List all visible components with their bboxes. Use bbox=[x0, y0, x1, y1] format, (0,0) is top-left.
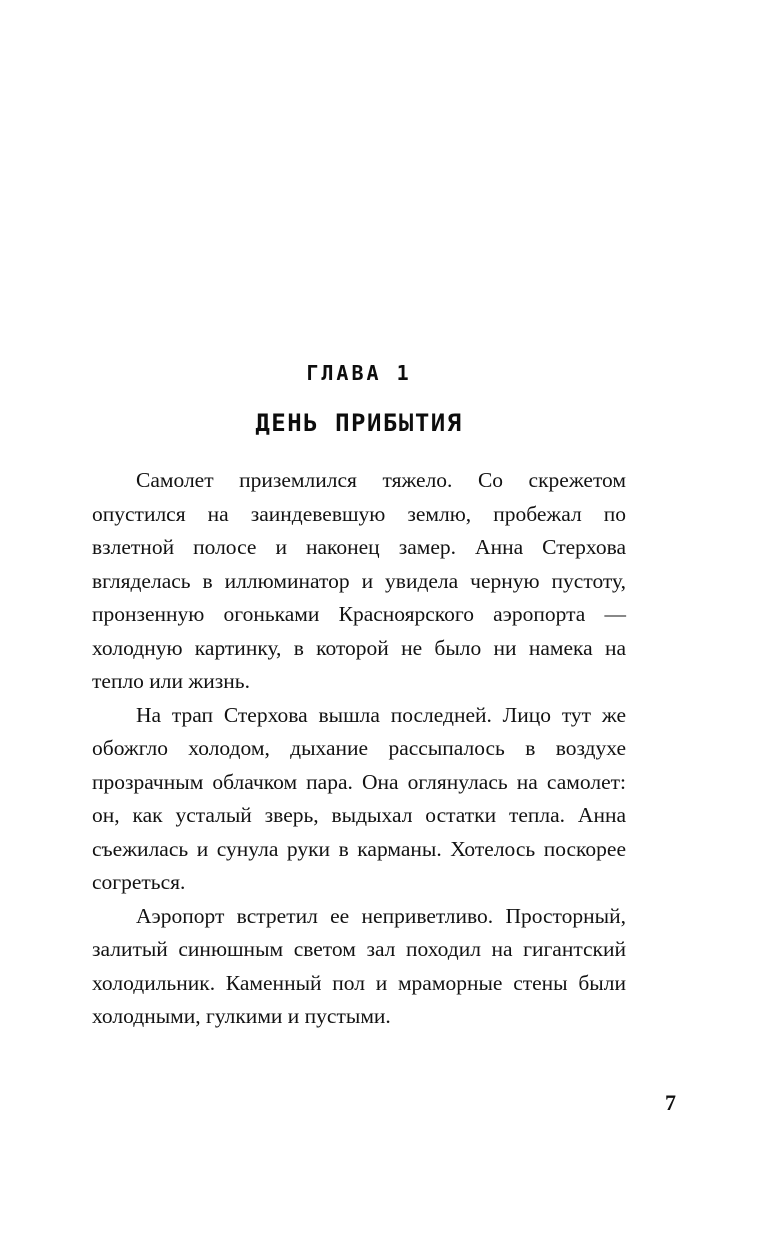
chapter-title: ДЕНЬ ПРИБЫТИЯ bbox=[255, 409, 463, 437]
page-content bbox=[92, 0, 626, 1034]
paragraph: Самолет приземлился тяжело. Со скрежетом опустился на заиндевевшую землю, пробежал по взлетной полосе и наконец замер. Анна Стерхова вгляделась в иллюминатор и увидела черную пустоту, пронзенную огоньками Красноярского аэропорта — холодную картинку, в которой не было ни намека на тепло или жизнь. bbox=[92, 468, 626, 694]
chapter-number: ГЛАВА 1 bbox=[306, 361, 412, 385]
paragraph: На трап Стерхова вышла последней. Лицо тут же обожгло холодом, дыхание рассыпалось в воздухе прозрачным облачком пара. Она оглянулась на самолет: он, как усталый зверь, выдыхал остатки тепла. Анна съежилась и сунула руки в карманы. Хотелось поскорее согреться. bbox=[92, 702, 626, 895]
page-number: 7 bbox=[665, 1090, 676, 1115]
paragraph: Аэропорт встретил ее неприветливо. Просторный, залитый синюшным светом зал походил на гигантский холодильник. Каменный пол и мраморные стены были холодными, гулкими и пустыми. bbox=[92, 903, 626, 1029]
body-text bbox=[92, 464, 626, 1034]
chapter-heading-block bbox=[92, 0, 626, 436]
